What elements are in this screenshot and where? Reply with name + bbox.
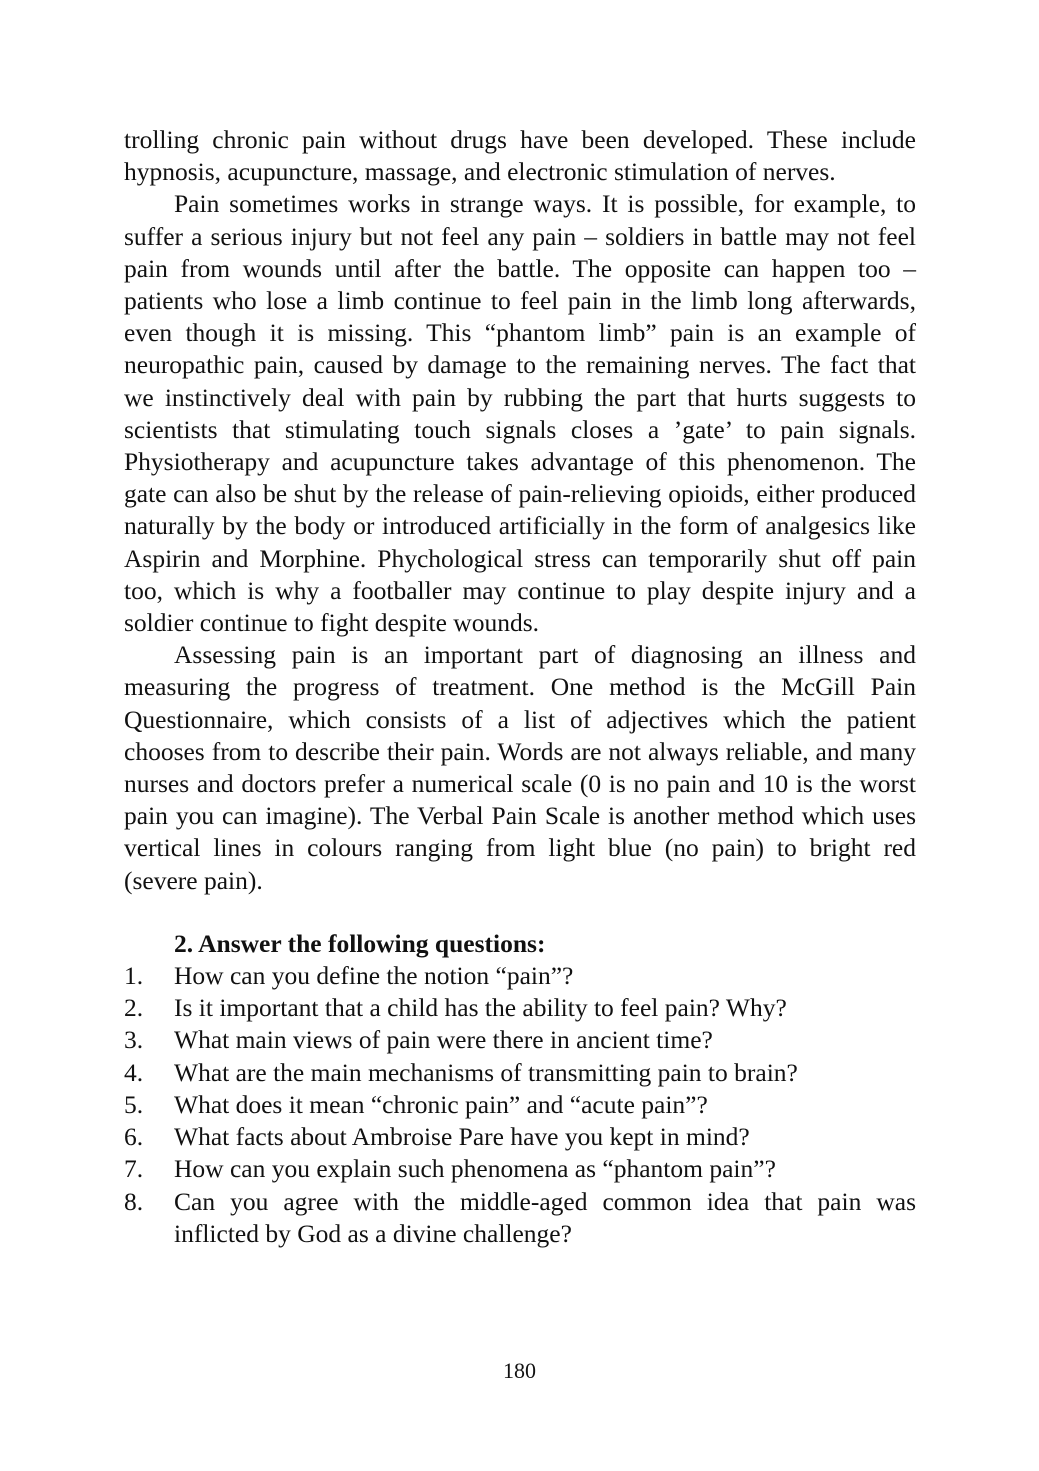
question-item	[124, 960, 916, 992]
question-item	[124, 992, 916, 1024]
question-number: 7.	[124, 1154, 144, 1184]
question-item	[124, 1089, 916, 1121]
question-item	[124, 1121, 916, 1153]
question-text: What facts about Ambroise Pare have you kept in mind?	[174, 1122, 750, 1152]
question-text: Can you agree with the middle-aged common idea that pain was inflicted by God as a divine challenge?	[174, 1186, 916, 1248]
question-text: How can you define the notion “pain”?	[174, 961, 574, 991]
question-text: What are the main mechanisms of transmitting pain to brain?	[174, 1057, 798, 1087]
page-number: 180	[503, 1358, 536, 1383]
paragraph-chronic-pain-treatment: trolling chronic pain without drugs have been developed. These include hypnosis, acupuncture, massage, and electronic stimulation of nerves.	[124, 125, 916, 187]
question-text: What does it mean “chronic pain” and “acute pain”?	[174, 1089, 708, 1119]
question-text: How can you explain such phenomena as “phantom pain”?	[174, 1154, 776, 1184]
question-number: 2.	[124, 993, 144, 1023]
question-item	[124, 1186, 916, 1250]
question-item	[124, 1024, 916, 1056]
question-number: 6.	[124, 1122, 144, 1152]
question-number: 5.	[124, 1089, 144, 1119]
question-text: What main views of pain were there in ancient time?	[174, 1025, 713, 1055]
question-item	[124, 1057, 916, 1089]
page-body	[124, 124, 916, 1250]
question-number: 4.	[124, 1057, 144, 1087]
exercise-heading: 2. Answer the following questions:	[174, 928, 546, 958]
question-text: Is it important that a child has the ability to feel pain? Why?	[174, 993, 787, 1023]
question-item	[124, 1153, 916, 1185]
paragraph-pain-strange-ways: Pain sometimes works in strange ways. It is possible, for example, to suffer a serious injury but not feel any pain – soldiers in battle may not feel pain from wounds until after the battle. The opposite can happen too – patients who lose a limb continue to feel pain in the limb long afterwards, even though it is missing. This “phantom limb” pain is an example of neuropathic pain, caused by damage to the remaining nerves. The fact that we instinctively deal with pain by rubbing the part that hurts suggests to scientists that stimulating touch signals closes a ’gate’ to pain signals. Physiotherapy and acupuncture takes advantage of this phenomenon. The gate can also be shut by the release of pain-relieving opioids, either produced naturally by the body or introduced artificially in the form of analgesics like Aspirin and Morphine. Phychological stress can temporarily shut off pain too, which is why a footballer may continue to play despite injury and a soldier continue to fight despite wounds.	[124, 189, 916, 638]
question-number: 8.	[124, 1186, 144, 1216]
question-number: 3.	[124, 1025, 144, 1055]
question-list	[124, 960, 916, 1250]
paragraph-assessing-pain: Assessing pain is an important part of diagnosing an illness and measuring the progress of treatment. One method is the McGill Pain Questionnaire, which consists of a list of adjectives which the patient chooses from to describe their pain. Words are not always reliable, and many nurses and doctors prefer a numerical scale (0 is no pain and 10 is the worst pain you can imagine). The Verbal Pain Scale is another method which uses vertical lines in colours ranging from light blue (no pain) to bright red (severe pain).	[124, 640, 916, 895]
question-number: 1.	[124, 961, 144, 991]
